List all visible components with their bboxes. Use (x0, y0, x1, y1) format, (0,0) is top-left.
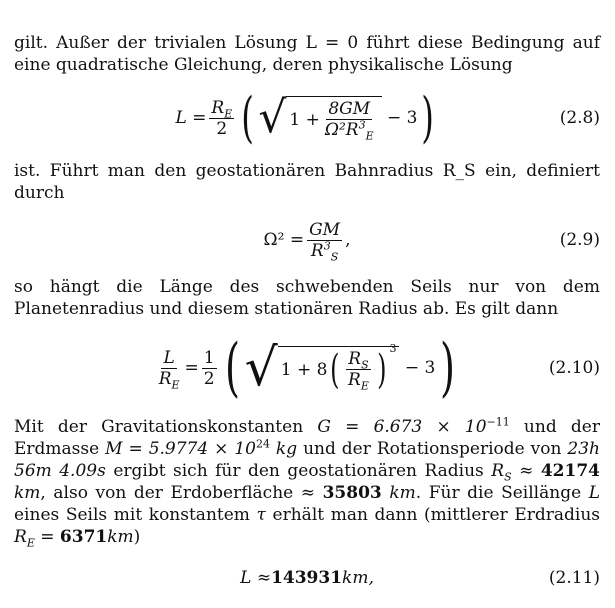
equation-2-8: L = $\frac{R_E}{2}$ ( √ 1 + $\frac{8GM}{\Omega^2R^3_E}$ − 3 ) (2.8) (175, 86, 600, 149)
paragraph-bahnradius: ist. Führt man den geostationären Bahnradius R_S ein, definiert durch (14, 161, 600, 203)
paragraph-seil: so hängt die Länge des schwebenden Seils nur von dem Planetenradius und diesem stationären Radius ab. Es gilt dann (14, 277, 600, 319)
paragraph-intro: gilt. Außer der trivialen Lösung L = 0 führt diese Bedingung auf eine quadratische Gleichung, deren physikalische Lösung (14, 33, 600, 75)
document-page (14, 32, 600, 608)
eq1-label: (2.8) (559, 108, 600, 128)
equation-2-10: $\frac{L}{R_E}$ = $\frac{1}{2}$ ( √ 1 + 8 ( $\frac{R_S}{R_E}$ ) 3 − 3 ) (2.10) (158, 331, 600, 405)
eq1-lhs: L (175, 108, 187, 128)
eq1-fraction: $\frac{R_E}{2}$ (211, 97, 233, 139)
eq1-left-paren: ( (241, 86, 255, 149)
eq4-label: (2.11) (548, 568, 600, 588)
equation-2-9: Ω² = $\frac{GM}{R^3_S}$ , (2.9) (263, 219, 600, 263)
eq2-label: (2.9) (559, 230, 600, 250)
eq1-sqrt: √ 1 + $\frac{8GM}{\Omega^2R^3_E}$ (258, 96, 381, 140)
eq1-right-paren: ) (421, 86, 435, 149)
eq3-label: (2.10) (548, 358, 600, 378)
paragraph-konstanten: Mit der Gravitationskonstanten $G = 6.673 \times 10^{-11}$ und der Erdmasse $M = 5.9774 \times 10^{24}$ kg und der Rotationsperiode von 23h 56m 4.09s ergibt sich für den geostationären Radius $R_S \approx 42174$ km, also von der Erdoberfläche ≈ 35803 km. Für die Seillänge L eines Seils mit konstantem τ erhält man dann (mittlerer Erdradius $R_E = 6371km$) (14, 415, 601, 550)
equation-2-11: L ≈ 143931 km, (2.11) (240, 568, 600, 588)
